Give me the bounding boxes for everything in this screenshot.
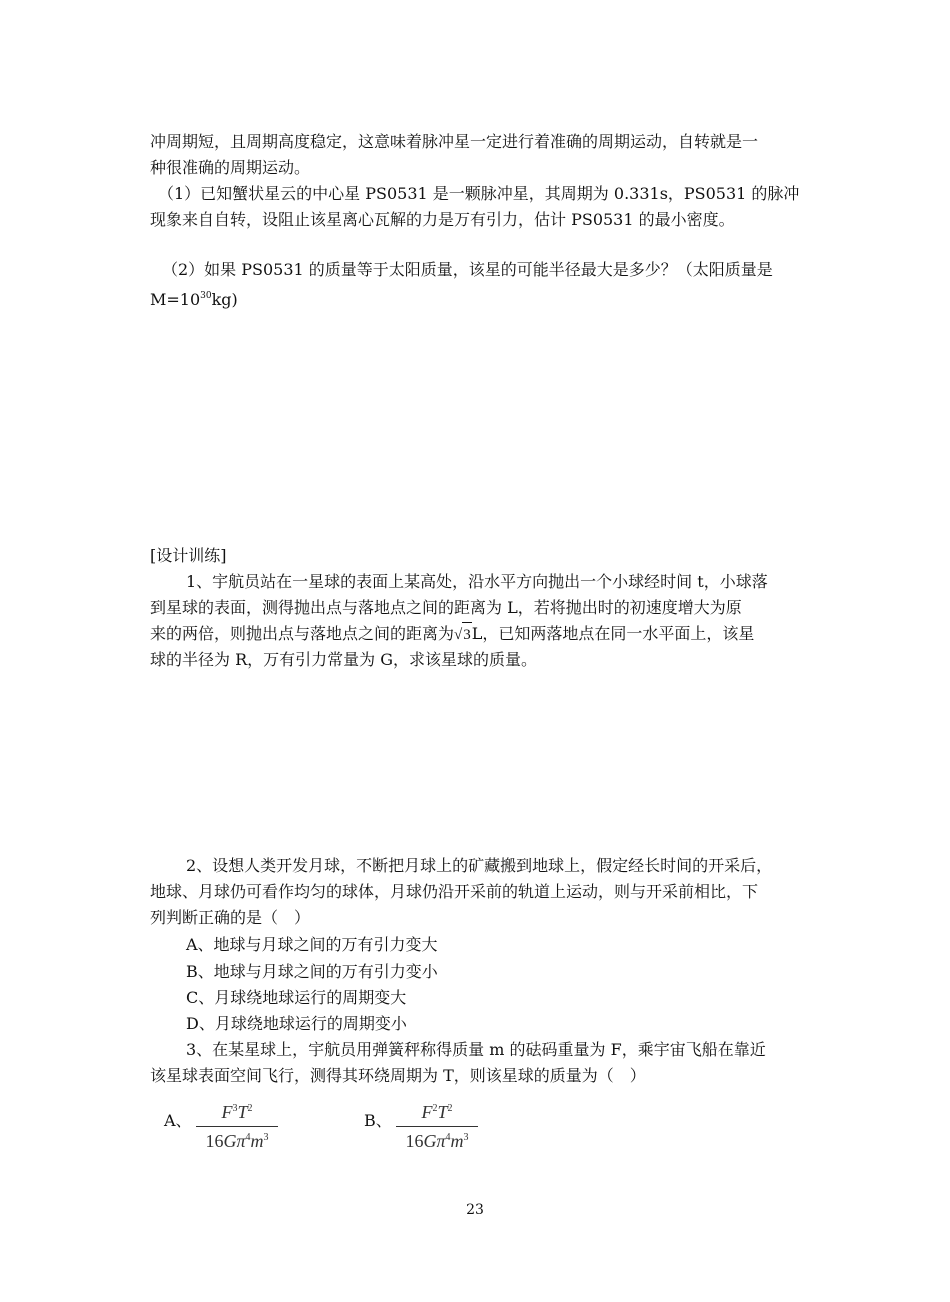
q1-line-3-suffix: L，已知两落地点在同一水平面上，该星 [471,624,755,643]
q2-option-b: B、地球与月球之间的万有引力变小 [186,962,438,981]
q2-line-1: 2、设想人类开发月球，不断把月球上的矿藏搬到地球上，假定经长时间的开采后， [186,856,773,875]
fraction-bar [196,1126,278,1127]
q1-line-3 [150,622,754,647]
q3-option-a-label: A、 [164,1111,192,1130]
fraction-denominator: $16G\pi^4m^3$ [405,1131,469,1151]
q2-line-2: 地球、月球仍可看作均匀的球体，月球仍沿开采前的轨道上运动，则与开采前相比，下 [150,882,759,901]
part2-mass-suffix: kg) [211,290,238,309]
section-title: [设计训练] [150,546,227,565]
q1-line-4: 球的半径为 R，万有引力常量为 G，求该星球的质量。 [150,650,538,669]
fraction-numerator: $F^3T^2$ [221,1102,253,1122]
q3-line-1: 3、在某星球上，宇航员用弹簧秤称得质量 m 的砝码重量为 F，乘宇宙飞船在靠近 [186,1040,766,1059]
part2-mass-prefix: M=10 [150,290,201,309]
part2-line-1: （2）如果 PS0531 的质量等于太阳质量，该星的可能半径最大是多少？（太阳质量是 [162,260,773,279]
fraction-numerator: $F^2T^2$ [421,1102,453,1122]
part2-mass-exponent: 30 [200,291,212,301]
sqrt-symbol: √3 [454,622,472,647]
fraction-bar [396,1126,478,1127]
q1-line-2: 到星球的表面，测得抛出点与落地点之间的距离为 L，若将抛出时的初速度增大为原 [150,598,742,617]
part1-line-1: （1）已知蟹状星云的中心星 PS0531 是一颗脉冲星，其周期为 0.331s，PS0531 的脉冲 [158,184,800,203]
part1-line-2: 现象来自自转，设阻止该星离心瓦解的力是万有引力，估计 PS0531 的最小密度。 [150,210,735,229]
q3-option-b-fraction [396,1102,478,1152]
part2-line-2 [150,284,238,312]
q2-option-d: D、月球绕地球运行的周期变小 [186,1014,407,1033]
q3-option-a-fraction [196,1102,278,1152]
sqrt-radicand: 3 [462,622,472,647]
q1-line-1: 1、宇航员站在一星球的表面上某高处，沿水平方向抛出一个小球经时间 t，小球落 [186,572,768,591]
q2-option-a: A、地球与月球之间的万有引力变大 [186,935,438,954]
page-number: 23 [466,1202,484,1218]
intro-line-2: 种很准确的周期运动。 [150,158,311,177]
q3-line-2: 该星球表面空间飞行，测得其环绕周期为 T，则该星球的质量为（ ） [150,1066,646,1085]
q2-option-c: C、月球绕地球运行的周期变大 [186,988,407,1007]
intro-line-1: 冲周期短，且周期高度稳定，这意味着脉冲星一定进行着准确的周期运动，自转就是一 [150,132,759,151]
q3-option-b-label: B、 [364,1111,392,1130]
fraction-denominator: $16G\pi^4m^3$ [205,1131,269,1151]
q1-line-3-prefix: 来的两倍，则抛出点与落地点之间的距离为 [150,624,455,643]
q2-line-3: 列判断正确的是（ ） [150,908,311,927]
